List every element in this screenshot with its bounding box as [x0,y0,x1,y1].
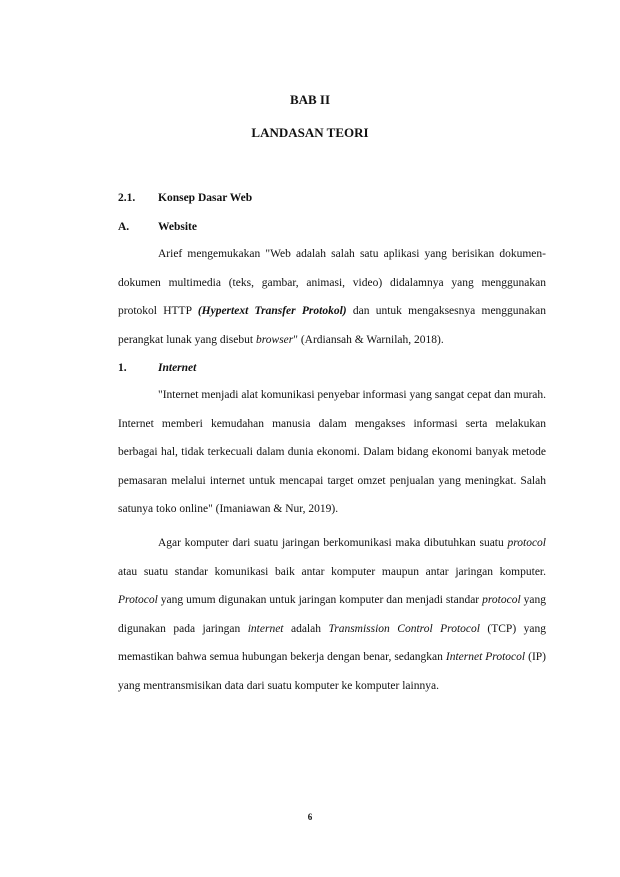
page-number: 6 [307,812,313,822]
section-a-number: A. [118,221,130,233]
section-2-1-title: Konsep Dasar Web [158,192,253,204]
section-2-1-number: 2.1. [118,192,136,204]
paragraph-internet: "Internet menjadi alat komunikasi penyebar informasi yang sangat cepat dan murah. Internet memberi kemudahan manusia dalam mengakses informasi serta melakukan berbagai hal, tidak terkecuali dalam dunia ekonomi. Dalam bidang ekonomi banyak metode pemasaran melalui internet untuk mencapai target omzet penjualan yang meningkat. Salah satunya toko online" (Imaniawan & Nur, 2019). [118,389,546,515]
section-1-number: 1. [118,362,127,374]
chapter-heading: BAB II [289,92,331,107]
paragraph-website: Arief mengemukakan "Web adalah salah satu aplikasi yang berisikan dokumen-dokumen multimedia (teks, gambar, animasi, video) didalamnya yang menggunakan protokol HTTP (Hypertext Transfer Protokol) dan untuk mengaksesnya menggunakan perangkat lunak yang disebut browser" (Ardiansah & Warnilah, 2018). [118,248,547,346]
section-1-title: Internet [158,362,197,374]
chapter-title: LANDASAN TEORI [251,125,369,140]
paragraph-protocol: Agar komputer dari suatu jaringan berkomunikasi maka dibutuhkan suatu protocol atau suatu standar komunikasi baik antar komputer maupun antar jaringan komputer. Protocol yang umum digunakan untuk jaringan komputer dan menjadi standar protocol yang digunakan pada jaringan internet adalah Transmission Control Protocol (TCP) yang memastikan bahwa semua hubungan bekerja dengan benar, sedangkan Internet Protocol (IP) yang mentransmisikan data dari suatu komputer ke komputer lainnya. [118,537,546,692]
section-a-title: Website [158,221,197,233]
